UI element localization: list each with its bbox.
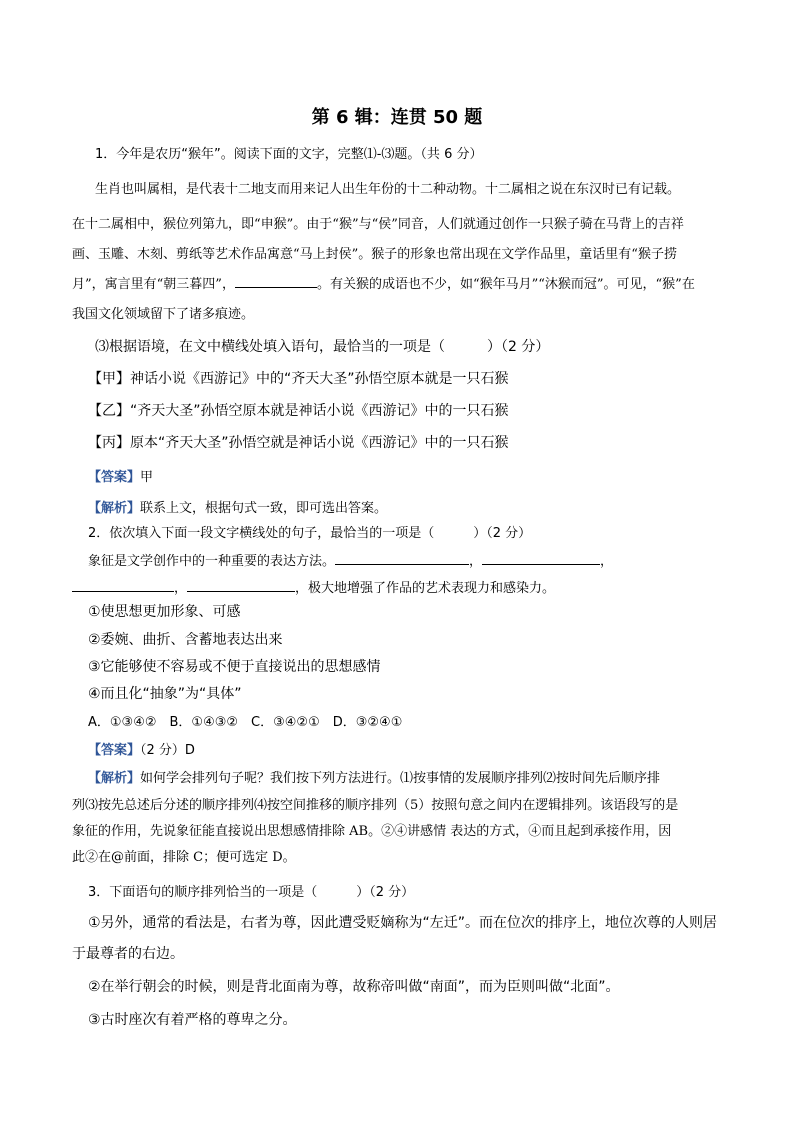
q1-answer [88, 466, 153, 485]
q2-analysis-line [88, 767, 660, 786]
question-1-heading: 1．今年是农历“猴年”。阅读下面的文字，完整⑴-⑶题。（共 6 分） [95, 147, 483, 162]
q2-analysis-line: 此②在@前面，排除 C；便可选定 D。 [72, 850, 296, 865]
q2-item: ②委婉、曲折、含蓄地表达出来 [88, 632, 283, 648]
q1-passage-line: 在十二属相中，猴位列第九，即“申猴”。由于“猴”与“侯”同音，人们就通过创作一只猴子骑在马背上的吉祥 [72, 217, 684, 232]
q1-passage-text: 。有关猴的成语也不少，如“猴年马月”“沐猴而冠”。可见，“猴”在 [316, 277, 695, 292]
q1-analysis [88, 497, 387, 516]
q1-option: 【甲】神话小说《西游记》中的“齐天大圣”孙悟空原本就是一只石猴 [88, 371, 509, 387]
analysis-label: 【解析】 [88, 501, 141, 516]
q2-item: ①使思想更加形象、可感 [88, 604, 241, 620]
q1-passage-text: 月”，寓言里有“朝三暮四”， [72, 277, 235, 292]
q1-passage-line: 画、玉雕、木刻、剪纸等艺术作品寓意“马上封侯”。猴子的形象也常出现在文学作品里，童话里有“猴子捞 [72, 247, 677, 262]
q2-item: ④而且化“抽象”为“具体” [88, 686, 242, 702]
page-title: 第 6 辑：连贯 50 题 [311, 107, 483, 128]
q3-sentence: 于最尊者的右边。 [72, 946, 184, 962]
analysis-text: 联系上文，根据句式一致，即可选出答案。 [140, 501, 388, 516]
punctuation: ， [174, 581, 188, 596]
answer-label: 【答案】 [88, 743, 141, 758]
q1-option: 【乙】“齐天大圣”孙悟空原本就是神话小说《西游记》中的一只石猴 [88, 403, 509, 419]
q2-answer [88, 739, 195, 758]
fill-blank [482, 550, 600, 565]
q3-sentence: ③古时座次有着严格的尊卑之分。 [88, 1012, 297, 1028]
q2-analysis-line: 象征的作用，先说象征能直接说出思想感情排除 AB。②④讲感情 表达的方式，④而且起到承接作用，因 [72, 824, 672, 839]
analysis-text: 如何学会排列句子呢？我们按下列方法进行。⑴按事情的发展顺序排列⑵按时间先后顺序排 [140, 771, 661, 786]
question-2-heading: 2．依次填入下面一段文字横线处的句子，最恰当的一项是（ ）（2 分） [88, 526, 532, 541]
q2-passage-line [72, 577, 555, 596]
q2-passage-text: 象征是文学创作中的一种重要的表达方法。 [88, 554, 336, 569]
q3-sentence: ①另外，通常的看法是，右者为尊，因此遭受贬嫡称为“左迁”。而在位次的排序上，地位次尊的人则居 [88, 915, 718, 931]
analysis-label: 【解析】 [88, 771, 141, 786]
answer-value: （2 分）D [140, 743, 195, 758]
answer-label: 【答案】 [88, 470, 141, 485]
fill-blank [187, 577, 295, 592]
punctuation: ， [469, 554, 483, 569]
question-3-heading: 3．下面语句的顺序排列恰当的一项是（ ）（2 分） [88, 885, 415, 900]
q2-passage-text: ，极大地增强了作品的艺术表现力和感染力。 [295, 581, 556, 596]
q1-passage-line: 我国文化领域留下了诸多痕迹。 [72, 307, 255, 322]
fill-blank [72, 577, 174, 592]
q2-passage-line [88, 550, 613, 569]
fill-blank [335, 550, 469, 565]
answer-value: 甲 [140, 470, 154, 485]
q1-option: 【丙】原本“齐天大圣”孙悟空就是神话小说《西游记》中的一只石猴 [88, 435, 509, 451]
fill-blank [235, 273, 317, 288]
q1-sub-question: ⑶根据语境，在文中横线处填入语句，最恰当的一项是（ ）（2 分） [95, 339, 550, 355]
q2-item: ③它能够使不容易或不便于直接说出的思想感情 [88, 659, 381, 675]
q2-choices: A．①③④② B．①④③② C．③④②① D．③②④① [88, 715, 403, 730]
punctuation: ， [600, 554, 614, 569]
q1-passage-line [72, 273, 695, 292]
q3-sentence: ②在举行朝会的时候，则是背北面南为尊，故称帝叫做“南面”，而为臣则叫做“北面”。 [88, 979, 620, 995]
q1-passage-line: 生肖也叫属相，是代表十二地支而用来记人出生年份的十二种动物。十二属相之说在东汉时已有记载。 [95, 182, 681, 197]
q2-analysis-line: 列⑶按先总述后分述的顺序排列⑷按空间推移的顺序排列（5）按照句意之间内在逻辑排列。该语段写的是 [72, 798, 679, 813]
